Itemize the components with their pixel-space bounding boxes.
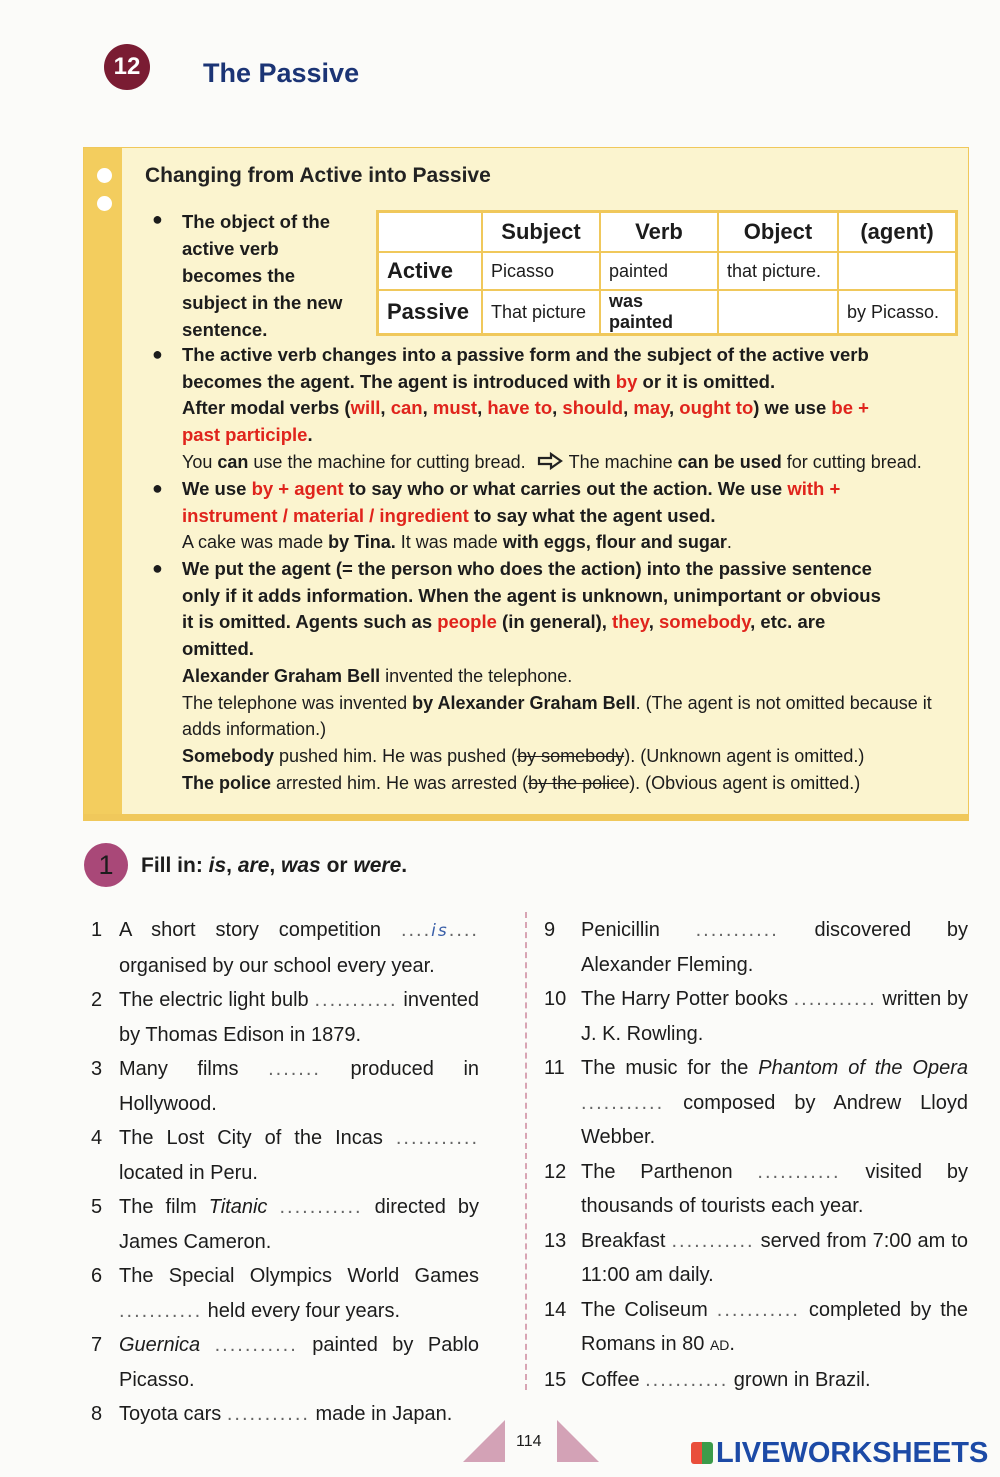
item-text: written by J. K. Rowling. (581, 988, 968, 1045)
item-text: grown in Brazil. (728, 1368, 871, 1391)
answer-blank[interactable]: ........... (716, 1298, 800, 1321)
active-passive-table (376, 210, 958, 336)
example-bold: Alexander Graham Bell (182, 665, 381, 686)
answer-blank[interactable]: ........... (757, 1160, 841, 1183)
keyword: by + agent (251, 478, 344, 499)
modal-keyword: ought to (679, 397, 754, 419)
rule-text: The active verb changes into a passive form and the subject of the active verb (182, 344, 869, 365)
brand-grid-icon (691, 1442, 713, 1464)
answer-blank[interactable]: ........... (314, 989, 398, 1011)
keyword: with + (787, 478, 841, 499)
modal-keyword: can (390, 397, 423, 419)
item-text: made in Japan. (309, 1403, 453, 1425)
exercise-item (91, 1052, 479, 1121)
rule-1-line: sentence. (182, 319, 268, 340)
item-text: located in Peru. (119, 1161, 258, 1184)
rule-1-line: active verb (182, 238, 279, 259)
item-text: Coffee (581, 1368, 646, 1391)
answer-blank[interactable]: ........... (279, 1196, 363, 1218)
rule-span: to say what the agent used. (468, 504, 716, 526)
example-span: arrested him. He was arrested ( (271, 772, 529, 793)
item-text: The electric light bulb (119, 989, 315, 1011)
rule-span: ) we use (753, 397, 832, 419)
answer-blank[interactable]: ........... (793, 988, 877, 1010)
bullet-icon: ● (152, 478, 163, 498)
exercise-item (544, 1155, 968, 1224)
struck-agent: by somebody (517, 745, 625, 766)
exercise-column-left (91, 913, 479, 1432)
table-cell: painted (600, 252, 718, 290)
rule-text (182, 369, 957, 396)
modal-keyword: should (562, 397, 624, 419)
exercise-item (91, 1328, 479, 1397)
struck-agent: by the police (528, 772, 630, 793)
item-text: composed by Andrew Lloyd Webber. (581, 1091, 968, 1148)
column-header: (agent) (838, 212, 957, 253)
item-text: The Harry Potter books (581, 988, 794, 1010)
rule-text: only if it adds information. When the agent is unknown, unimportant or obvious (182, 584, 881, 606)
rule-1-line: subject in the new (182, 292, 343, 313)
item-text: The music for the (581, 1057, 759, 1079)
keyword: instrument / material / ingredient (182, 504, 469, 526)
rule-4 (182, 556, 957, 796)
exercise-number-badge (84, 843, 128, 887)
exercise-item (91, 1259, 479, 1328)
option-word: are (237, 854, 270, 877)
item-text: Breakfast (581, 1229, 672, 1252)
answer-blank[interactable]: ........... (581, 1091, 665, 1114)
item-italic: Guernica (119, 1334, 201, 1356)
exercise-item (91, 983, 479, 1052)
example-span: invented the telephone. (380, 665, 573, 686)
item-text: The Special Olympics World Games (119, 1265, 479, 1287)
instruction-span: . (401, 854, 408, 877)
rule-span: becomes the agent. The agent is introduced with (182, 370, 616, 392)
column-header: Object (718, 212, 838, 253)
example-span: . (726, 532, 732, 553)
item-number: 15 (544, 1368, 567, 1391)
item-italic: Phantom of the Opera (758, 1057, 969, 1079)
item-text: Penicillin (581, 919, 696, 941)
modal-keyword: will (350, 397, 381, 419)
rule-span: After modal verbs ( (182, 397, 351, 419)
table-corner (378, 212, 483, 253)
rule-span: We use (182, 478, 252, 499)
example-span: The telephone was invented (182, 692, 413, 713)
item-text (200, 1334, 214, 1356)
rule-span: (in general), (496, 611, 613, 633)
grammar-panel (83, 147, 969, 821)
answer-blank[interactable]: ........... (395, 1127, 479, 1149)
example-span: It was made (395, 532, 503, 553)
item-text: The film (119, 1196, 209, 1218)
item-number: 3 (91, 1058, 103, 1080)
table-cell: was painted (600, 290, 718, 335)
instruction-span: , (226, 854, 238, 877)
item-text: directed by James Cameron. (119, 1196, 479, 1253)
rule-1-line: The object of the (182, 211, 330, 232)
item-text (267, 1196, 279, 1218)
page-corner-left-icon (463, 1420, 505, 1462)
item-text: visited by thousands of tourists each year. (581, 1160, 968, 1217)
item-number: 12 (544, 1160, 567, 1183)
page-number: 114 (516, 1433, 542, 1450)
unit-number-badge (104, 44, 150, 90)
example-bold: can (217, 451, 249, 472)
answer-blank[interactable]: ....is.... (400, 919, 479, 941)
exercise-item (91, 1397, 479, 1432)
rule-1 (182, 208, 372, 343)
example-span: for cutting bread. (781, 451, 922, 472)
table-cell: that picture. (718, 252, 838, 290)
table-row (378, 290, 957, 335)
option-word: was (281, 854, 321, 877)
item-text: Toyota cars (119, 1403, 227, 1425)
binder-hole-icon (97, 168, 112, 183)
keyword: people (437, 611, 497, 633)
keyword: by (615, 370, 638, 392)
exercise-number: 1 (98, 849, 114, 880)
item-number: 8 (91, 1403, 103, 1425)
example-span: use the machine for cutting bread. (248, 451, 526, 472)
row-label: Passive (378, 290, 483, 335)
rule-text: We put the agent (= the person who does the action) into the passive sentence (182, 558, 872, 579)
item-smallcaps: AD (709, 1337, 730, 1353)
example-sentence: adds information.) (182, 719, 327, 740)
exercise-item (544, 1224, 968, 1293)
item-text: produced in Hollywood. (119, 1058, 480, 1115)
item-text: Many films (119, 1058, 269, 1080)
rule-text (182, 422, 957, 449)
table-cell (838, 252, 957, 290)
exercise-column-right (544, 913, 968, 1397)
example-span: The machine (568, 451, 678, 472)
example-sentence (182, 529, 957, 556)
instruction-span: or (320, 854, 354, 877)
rule-text: After modal verbs (will, can, must, have to, should, may, ought to) we use be + (182, 397, 869, 419)
modal-keyword: may (633, 397, 669, 419)
item-text: organised by our school every year. (119, 954, 435, 977)
example-bold: can be used (677, 451, 782, 472)
table-row (378, 252, 957, 290)
item-number: 2 (91, 989, 103, 1011)
item-text: A short story competition (119, 919, 401, 941)
example-sentence (182, 743, 957, 770)
item-number: 10 (544, 988, 567, 1010)
example-span: ). (Unknown agent is omitted.) (624, 745, 865, 766)
rule-2 (182, 342, 957, 476)
page-corner-right-icon (557, 1420, 599, 1462)
item-number: 9 (544, 919, 556, 941)
keyword: past participle (182, 424, 308, 446)
rule-text (182, 476, 957, 503)
item-text: completed by the Romans in 80 (581, 1298, 968, 1355)
option-word: were (353, 854, 402, 877)
keyword: somebody (659, 611, 751, 633)
item-number: 5 (91, 1196, 103, 1218)
exercise-item (544, 1293, 968, 1363)
item-number: 6 (91, 1265, 103, 1287)
example-bold: by Tina. (328, 532, 396, 553)
exercise-item (91, 1190, 479, 1259)
panel-bottom-border (84, 814, 968, 820)
example-span: A cake was made (182, 532, 329, 553)
exercise-item (544, 1051, 968, 1155)
example-span: ). (Obvious agent is omitted.) (629, 772, 861, 793)
table-cell (718, 290, 838, 335)
brand-logo (691, 1437, 988, 1470)
rule-span: , (648, 611, 659, 633)
table-cell: by Picasso. (838, 290, 957, 335)
item-number: 4 (91, 1127, 103, 1149)
exercise-item (91, 1121, 479, 1190)
item-text: served from 7:00 am to 11:00 am daily. (581, 1229, 968, 1286)
example-bold: with eggs, flour and sugar (502, 532, 727, 553)
arrow-right-icon (537, 452, 563, 470)
rule-text (182, 503, 957, 530)
example-sentence (182, 690, 957, 717)
column-divider (525, 912, 527, 1390)
rule-span: or it is omitted. (637, 370, 776, 392)
answer-blank[interactable]: ........... (214, 1334, 298, 1356)
keyword: they (612, 611, 649, 633)
column-header: Subject (482, 212, 600, 253)
brand-name: LIVEWORKSHEETS (716, 1437, 989, 1469)
rule-span: it is omitted. Agents such as (182, 611, 438, 633)
exercise-item (544, 982, 968, 1051)
bullet-icon: ● (152, 209, 163, 229)
bullet-icon: ● (152, 558, 163, 578)
example-sentence (182, 663, 957, 690)
binder-strip (84, 148, 122, 820)
rule-span: , etc. are (750, 611, 826, 633)
instruction-span: , (269, 854, 282, 877)
example-span: . (The agent is not omitted because it (635, 692, 932, 713)
exercise-item (91, 913, 479, 983)
bullet-icon: ● (152, 344, 163, 364)
option-word: is (208, 854, 227, 877)
example-sentence (182, 770, 957, 797)
example-bold: The police (182, 772, 272, 793)
instruction-span: Fill in: (141, 854, 209, 877)
item-number: 14 (544, 1298, 567, 1321)
binder-hole-icon (97, 196, 112, 211)
item-number: 13 (544, 1229, 567, 1252)
item-text: . (729, 1333, 735, 1355)
rule-text: omitted. (182, 638, 254, 660)
answer-blank[interactable]: ........... (119, 1299, 203, 1322)
rule-text (182, 609, 957, 636)
answer-blank[interactable]: ........... (645, 1368, 729, 1391)
item-number: 11 (544, 1057, 565, 1079)
table-cell: That picture (482, 290, 600, 335)
item-text: The Coliseum (581, 1298, 717, 1321)
answer-blank[interactable]: ........... (226, 1403, 310, 1425)
answer-blank[interactable]: ........... (695, 919, 779, 941)
keyword: be + (831, 397, 869, 419)
answer-blank[interactable]: ........... (671, 1229, 755, 1252)
item-text: painted by Pablo Picasso. (119, 1334, 480, 1391)
item-text: The Parthenon (581, 1160, 758, 1183)
item-text: invented by Thomas Edison in 1879. (119, 989, 479, 1046)
filled-answer: is (431, 921, 449, 941)
rule-1-line: becomes the (182, 265, 296, 286)
modal-keyword: have to (487, 397, 553, 419)
rule-span: . (307, 424, 313, 446)
example-span: You (182, 451, 218, 472)
column-header: Verb (600, 212, 718, 253)
item-number: 1 (91, 919, 103, 941)
rule-span: to say who or what carries out the action. We use (343, 478, 788, 499)
rules-heading: Changing from Active into Passive (145, 164, 491, 187)
unit-number: 12 (113, 53, 141, 80)
page-title: The Passive (203, 58, 360, 88)
row-label: Active (378, 252, 483, 290)
example-bold: Somebody (182, 745, 275, 766)
exercise-item (544, 1363, 968, 1398)
exercise-item (544, 913, 968, 982)
rule-3 (182, 476, 957, 556)
item-text: discovered by Alexander Fleming. (581, 919, 968, 976)
item-text: The Lost City of the Incas (119, 1127, 396, 1149)
example-sentence (182, 449, 957, 476)
item-number: 7 (91, 1334, 103, 1356)
answer-blank[interactable]: ....... (268, 1058, 321, 1080)
item-italic: Titanic (208, 1196, 268, 1218)
item-text: held every four years. (202, 1299, 400, 1322)
exercise-instruction (141, 854, 407, 878)
table-cell: Picasso (482, 252, 600, 290)
example-span: pushed him. He was pushed ( (274, 745, 518, 766)
modal-keyword: must (432, 397, 478, 419)
example-bold: by Alexander Graham Bell (412, 692, 636, 713)
table-header-row (378, 212, 957, 253)
